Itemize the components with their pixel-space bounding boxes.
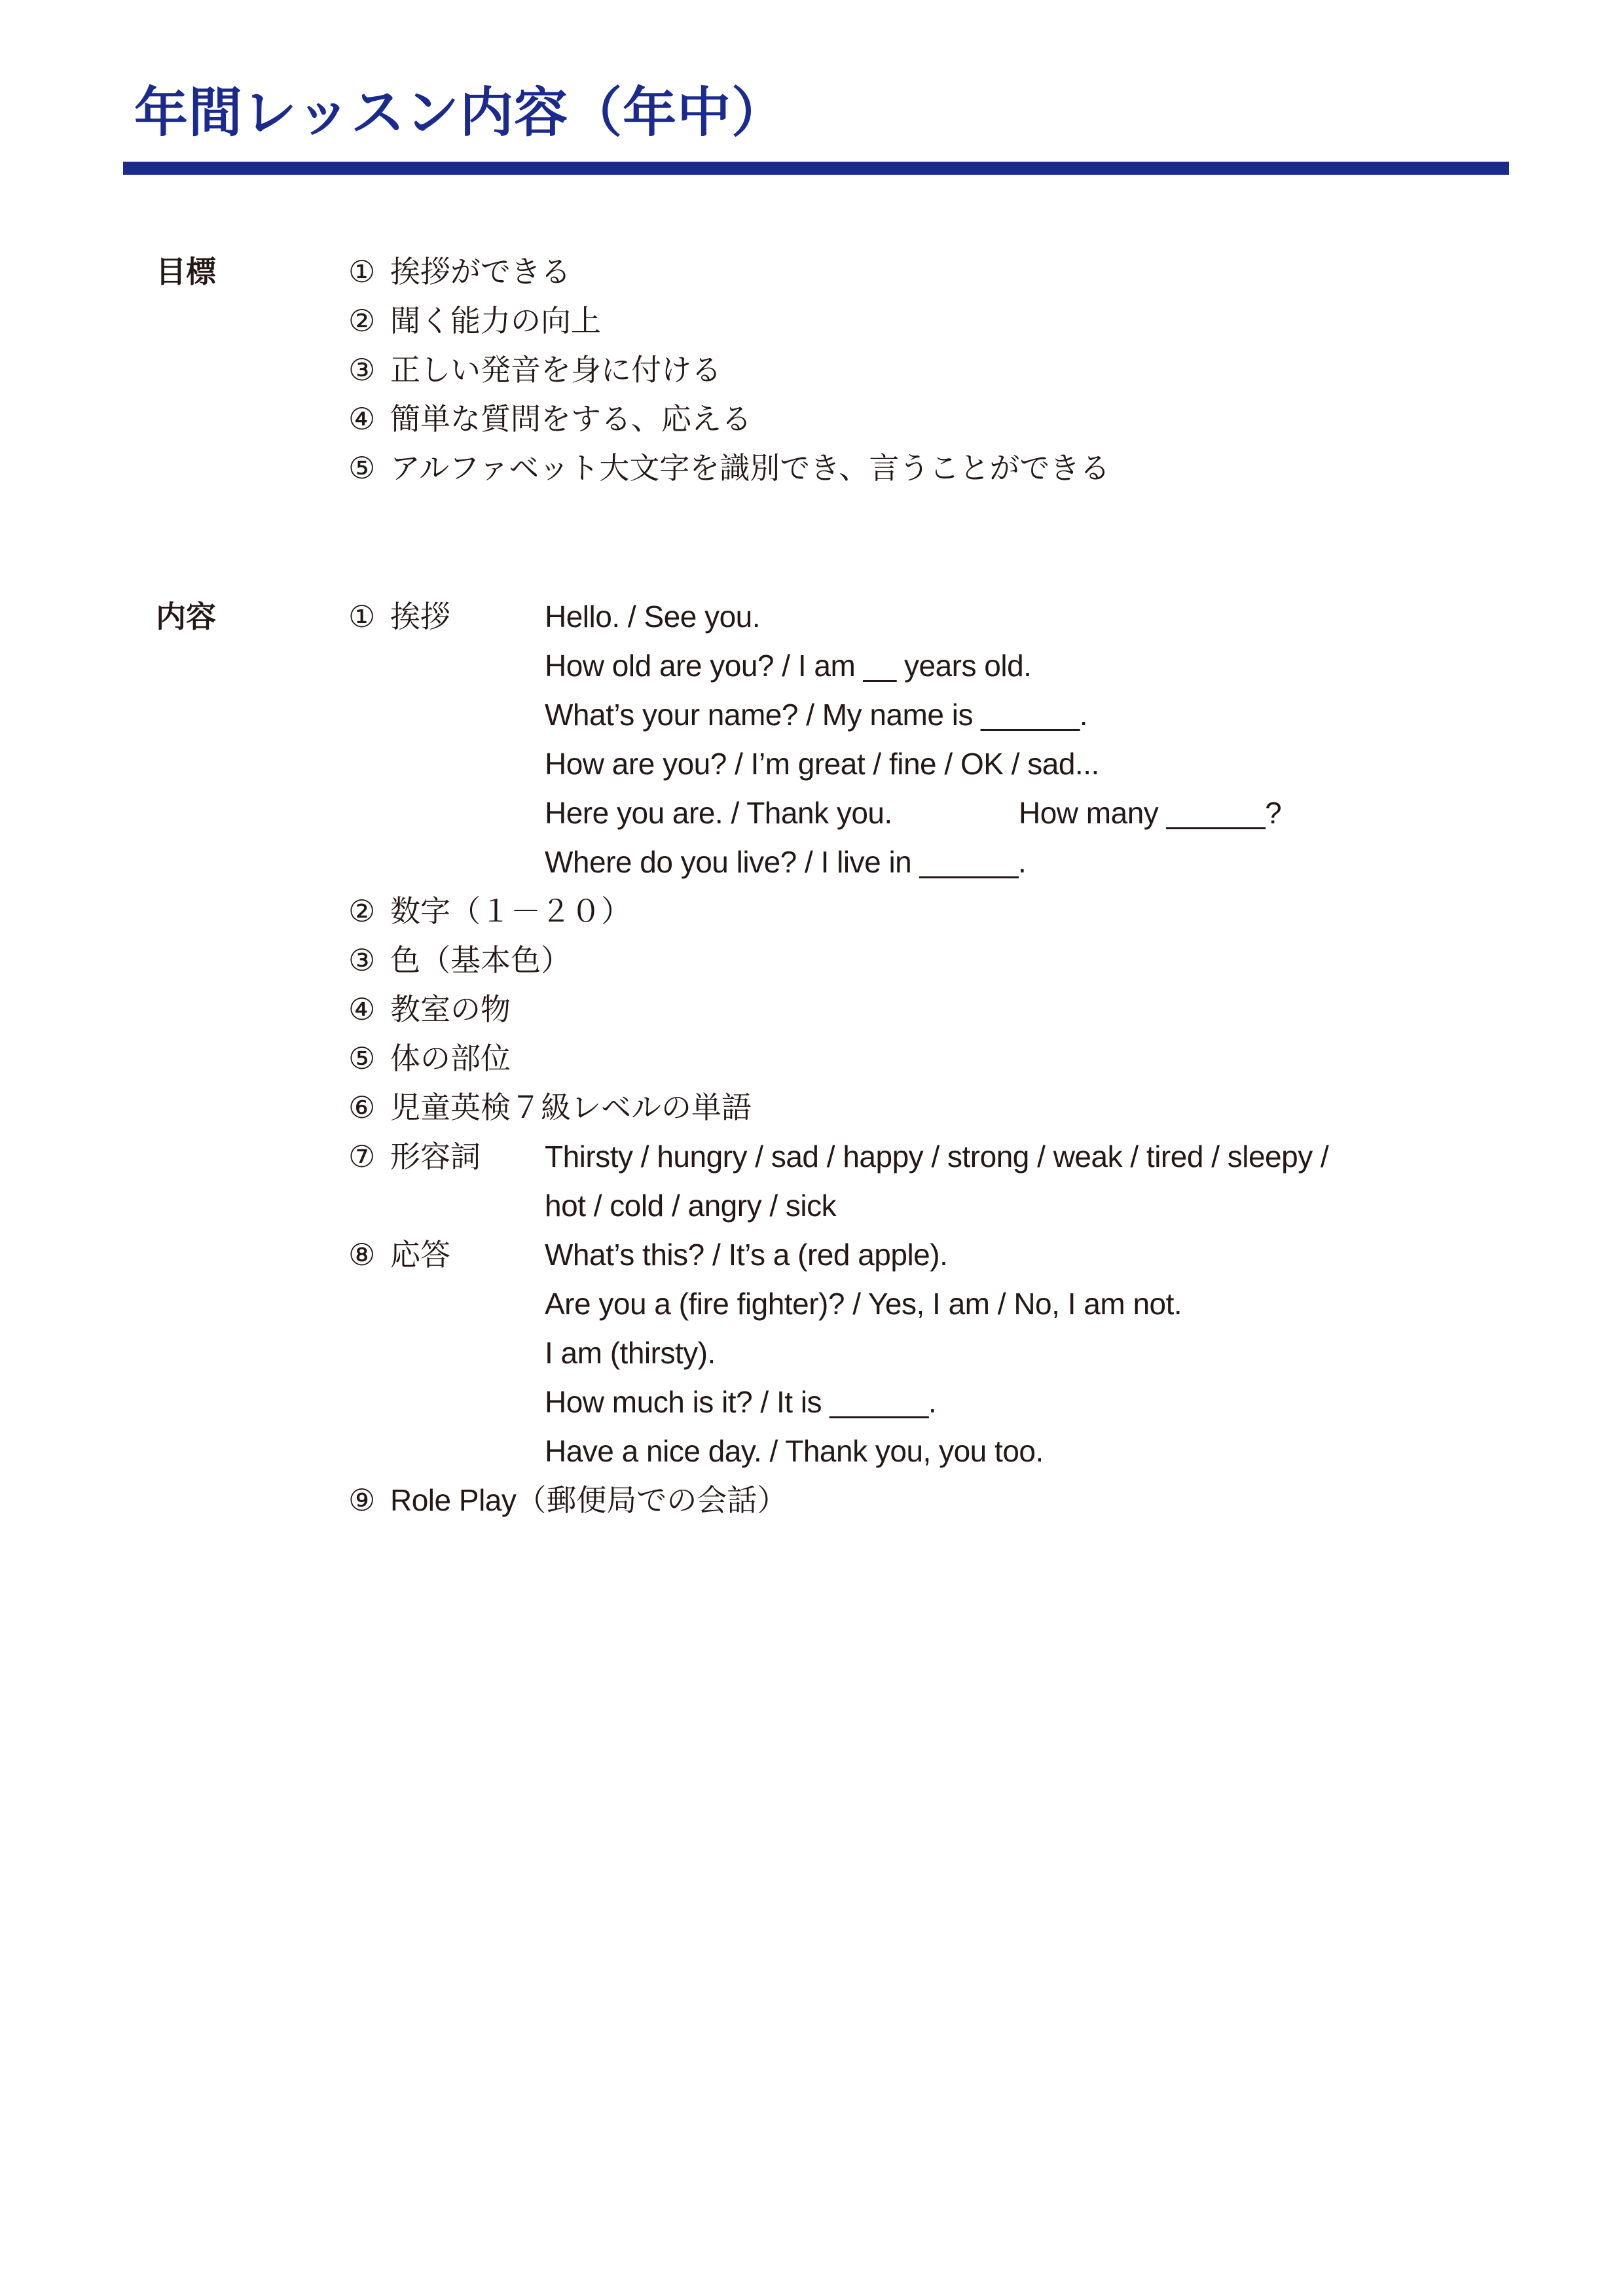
content-title: 応答	[390, 1237, 450, 1272]
goal-text: 挨拶ができる	[390, 254, 571, 289]
content-number: ⑧	[348, 1237, 376, 1272]
content-item	[348, 985, 511, 1034]
goal-item	[348, 346, 721, 395]
content-number: ①	[348, 599, 376, 634]
content-item-responses	[348, 1230, 547, 1280]
content-item	[348, 936, 571, 985]
adjective-line: Thirsty / hungry / sad / happy / strong / weak / tired / sleepy /	[545, 1139, 1329, 1174]
content-text: 児童英検７級レベルの単語	[390, 1090, 752, 1125]
goal-text: アルファベット大文字を識別でき、言うことができる	[390, 450, 1110, 486]
content-number: ⑤	[348, 1041, 376, 1076]
response-line: Are you a (fire fighter)? / Yes, I am / No, I am not.	[545, 1287, 1182, 1321]
response-line: I am (thirsty).	[545, 1336, 716, 1370]
content-number: ⑨	[348, 1482, 376, 1518]
content-number: ⑦	[348, 1139, 376, 1174]
content-number: ⑥	[348, 1090, 376, 1125]
roleplay-title: Role Play	[390, 1483, 517, 1517]
content-item-adjectives	[348, 1132, 547, 1181]
content-label: 内容	[156, 599, 216, 634]
greeting-line: How are you? / I’m great / fine / OK / sad...	[545, 747, 1099, 781]
content-number: ④	[348, 992, 376, 1027]
content-text: 教室の物	[390, 992, 511, 1027]
goal-number: ④	[348, 401, 376, 437]
greeting-extra-line: How many ______?	[1019, 796, 1282, 830]
greeting-line: Here you are. / Thank you.	[545, 796, 892, 830]
page-title: 年間レッスン内容（年中）	[134, 82, 786, 144]
goal-item	[348, 296, 601, 346]
goal-text: 正しい発音を身に付ける	[390, 352, 721, 387]
content-title: 挨拶	[390, 599, 450, 634]
goal-number: ③	[348, 352, 376, 387]
content-text: 数字（１－２０）	[390, 893, 631, 929]
goal-item	[348, 444, 1110, 493]
content-item-greetings	[348, 592, 547, 641]
greeting-line: Where do you live? / I live in ______.	[545, 845, 1027, 879]
greeting-line: Hello. / See you.	[545, 600, 761, 634]
title-underline	[123, 162, 1509, 175]
content-title: 形容詞	[390, 1139, 481, 1174]
content-number: ③	[348, 942, 376, 978]
goals-label: 目標	[156, 254, 216, 289]
greeting-line: What’s your name? / My name is ______.	[545, 698, 1088, 732]
goal-number: ⑤	[348, 450, 376, 486]
content-item-roleplay	[348, 1476, 787, 1525]
goal-text: 聞く能力の向上	[390, 303, 601, 338]
content-number: ②	[348, 893, 376, 929]
goal-item	[348, 247, 571, 296]
content-text: 色（基本色）	[390, 942, 571, 978]
content-text: 体の部位	[390, 1041, 511, 1076]
goal-text: 簡単な質問をする、応える	[390, 401, 752, 437]
content-item	[348, 887, 631, 936]
response-line: What’s this? / It’s a (red apple).	[545, 1238, 948, 1272]
roleplay-description: （郵便局での会話）	[516, 1482, 788, 1518]
goal-item	[348, 395, 752, 444]
adjective-line: hot / cold / angry / sick	[545, 1189, 837, 1223]
goal-number: ①	[348, 254, 376, 289]
response-line: How much is it? / It is ______.	[545, 1385, 937, 1419]
greeting-line: How old are you? / I am __ years old.	[545, 649, 1032, 683]
content-item	[348, 1083, 752, 1132]
goal-number: ②	[348, 303, 376, 338]
response-line: Have a nice day. / Thank you, you too.	[545, 1434, 1044, 1468]
content-item	[348, 1034, 511, 1083]
